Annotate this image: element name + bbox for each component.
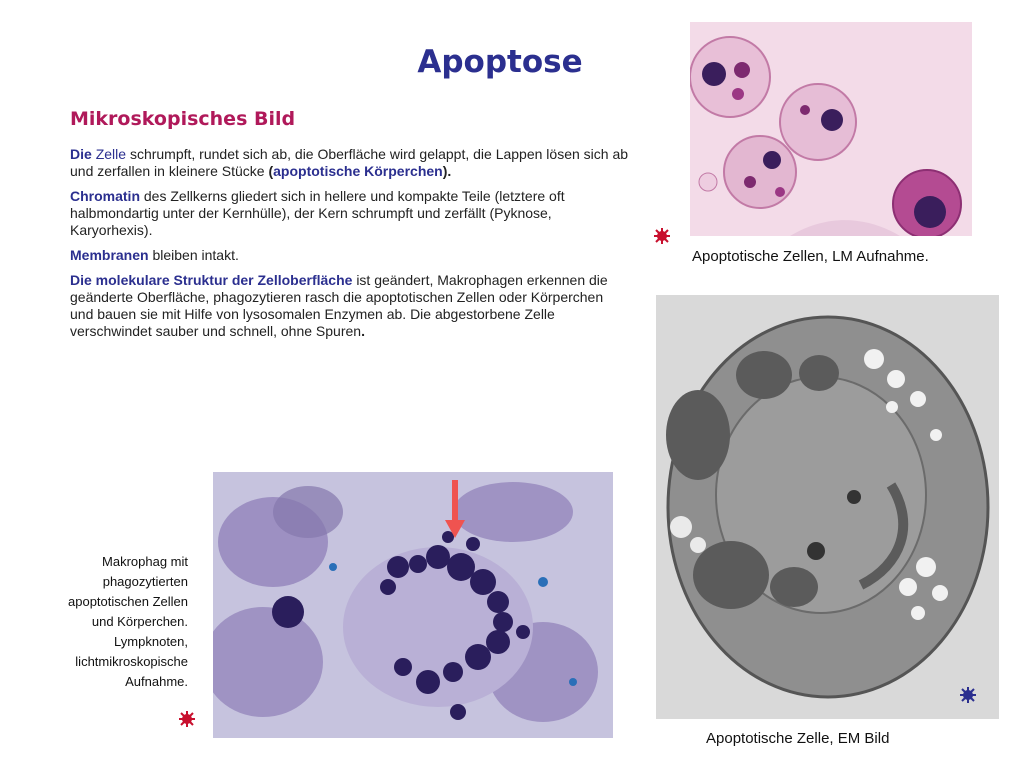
macrophage-micrograph [213, 472, 613, 738]
em-caption: Apoptotische Zelle, EM Bild [706, 730, 890, 747]
paragraph-membranes: Membranen bleiben intakt. [70, 247, 239, 263]
page-title: Apoptose [417, 44, 583, 80]
paragraph-chromatin: Chromatin des Zellkerns gliedert sich in hellere und kompakte Teile (letztere oft halbmondartig unter der Kernhülle), der Kern schrumpft und zerfällt (Pyknose, Karyorhexis). [70, 188, 565, 238]
macrophage-caption: Makrophag mit phagozytierten apoptotischen Zellen und Körperchen. Lympknoten, lichtmikroskopische Aufnahme. [68, 554, 188, 689]
marker-blue-icon [960, 687, 976, 703]
paragraph-cell-shrink: Die Zelle schrumpft, rundet sich ab, die Oberfläche wird gelappt, die Lappen lösen sich ab und zerfallen in kleinere Stücke (apoptotische Körperchen). [70, 146, 629, 179]
marker-red-icon [179, 711, 195, 727]
em-micrograph [656, 295, 999, 719]
lm-micrograph [690, 22, 972, 236]
description-text [70, 146, 630, 348]
lm-caption: Apoptotische Zellen, LM Aufnahme. [692, 248, 929, 265]
arrow-down-icon [445, 480, 465, 540]
marker-red-icon [654, 228, 670, 244]
paragraph-surface: Die molekulare Struktur der Zelloberfläche ist geändert, Makrophagen erkennen die geänderte Oberfläche, phagozytieren rasch die apoptotischen Zellen oder Körperchen und bauen sie mit Hilfe von lysosomalen Enzymen ab. Die abgestorbene Zelle verschwindet sauber und schnell, ohne Spuren. [70, 272, 608, 339]
section-subtitle: Mikroskopisches Bild [70, 108, 296, 130]
